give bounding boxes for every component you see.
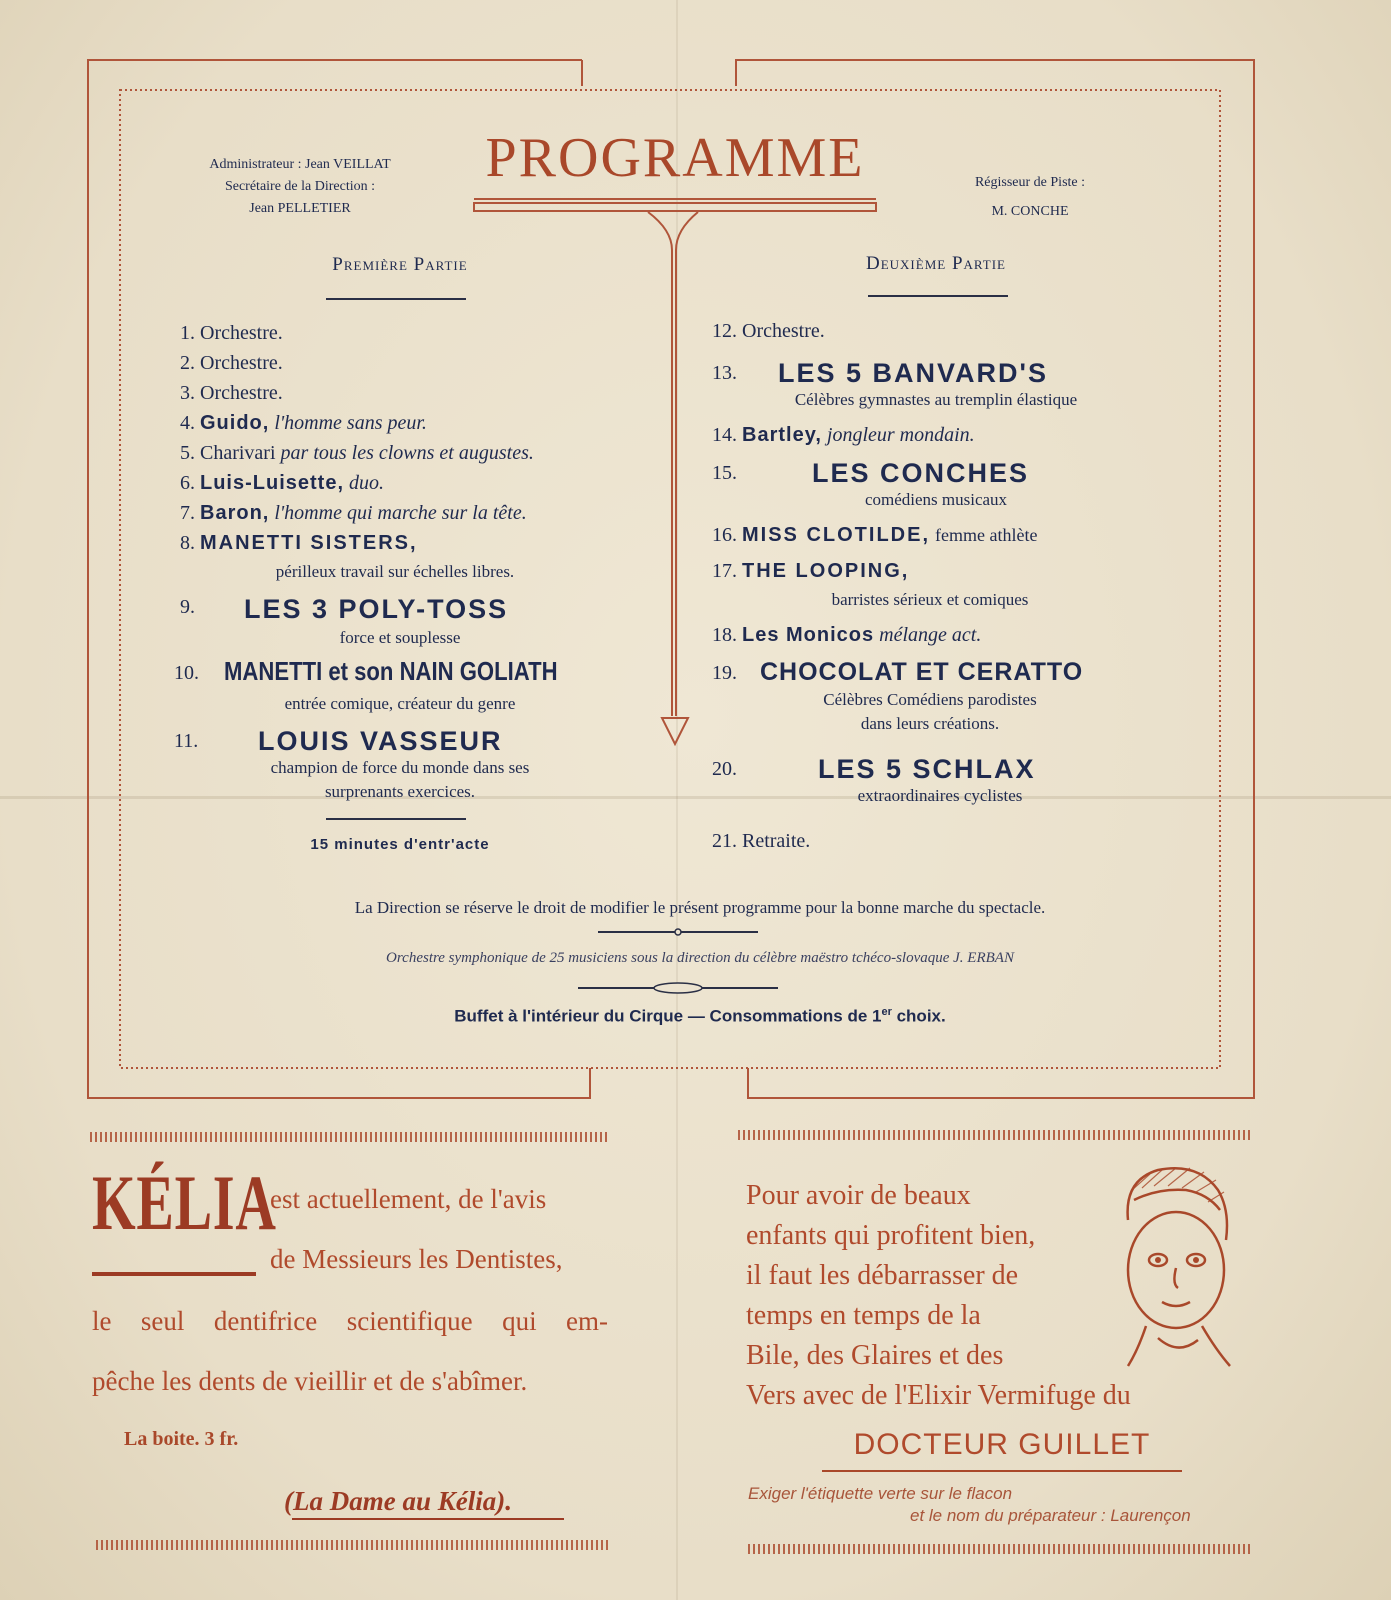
list-item: 1. Orchestre. [180, 322, 283, 344]
guillet-line: temps en temps de la [746, 1300, 981, 1331]
item-subtitle: entrée comique, créateur du genre [284, 694, 516, 713]
guillet-line: Bile, des Glaires et des [746, 1340, 1004, 1371]
act-name-manetti-goliath: MANETTI et son NAIN GOLIATH [224, 656, 558, 686]
entracte-rule [326, 818, 466, 820]
item-subtitle: dans leurs créations. [860, 714, 1000, 733]
kelia-line: pêche les dents de vieillir et de s'abîmer. [92, 1366, 528, 1396]
item-subtitle: périlleux travail sur échelles libres. [275, 562, 515, 581]
ad-border-top-right [738, 1130, 1252, 1140]
entracte: 15 minutes d'entr'acte [310, 836, 490, 853]
act-name-banvards: LES 5 BANVARD'S [778, 358, 1048, 388]
list-item: 6. Luis-Luisette, duo. [180, 472, 385, 494]
list-item: 7. Baron, l'homme qui marche sur la tête. [180, 502, 527, 524]
guillet-note: et le nom du préparateur : Laurençon [910, 1506, 1191, 1525]
kelia-line: le seul dentifrice scientifique qui em- [92, 1306, 608, 1336]
act-name-schlax: LES 5 SCHLAX [818, 754, 1036, 784]
list-item: 15. [712, 462, 737, 484]
part1-heading: Première Partie [332, 254, 468, 275]
staff-right-block [930, 168, 1130, 226]
part2-heading: Deuxième Partie [865, 253, 1006, 274]
act-name-chocolat-ceratto: CHOCOLAT ET CERATTO [760, 658, 1084, 686]
list-item: 4. Guido, l'homme sans peur. [180, 412, 427, 434]
list-item: 14. Bartley, jongleur mondain. [712, 424, 975, 446]
child-portrait-icon [1098, 1160, 1246, 1368]
regisseur-name: M. CONCHE [991, 204, 1069, 219]
list-item: 5. Charivari par tous les clowns et augustes. [180, 442, 534, 464]
secretary-label: Secrétaire de la Direction : [224, 179, 376, 194]
item-subtitle: barristes sérieux et comiques [831, 590, 1029, 609]
part2-rule [868, 295, 1008, 297]
divider-ornament [598, 926, 758, 938]
list-item: 3. Orchestre. [180, 382, 283, 404]
part1-rule [326, 298, 466, 300]
list-item: 17. THE LOOPING, [712, 560, 910, 582]
kelia-slogan-underline [292, 1518, 564, 1520]
guillet-brand-underline [822, 1470, 1182, 1472]
list-item: 20. [712, 758, 737, 780]
item-subtitle: champion de force du monde dans ses [270, 758, 530, 777]
guillet-line: Vers avec de l'Elixir Vermifuge du [746, 1380, 1131, 1411]
list-item: 19. [712, 662, 737, 684]
list-item: 18. Les Monicos mélange act. [712, 624, 982, 646]
list-item: 10. [174, 662, 199, 684]
ad-border-top-left [90, 1132, 608, 1142]
administrator: Administrateur : Jean VEILLAT [209, 157, 391, 172]
item-subtitle: Célèbres Comédiens parodistes [823, 690, 1037, 709]
item-subtitle: extraordinaires cyclistes [857, 786, 1023, 805]
list-item: 11. [174, 730, 199, 752]
kelia-line: de Messieurs les Dentistes, [270, 1244, 563, 1274]
list-item: 13. [712, 362, 737, 384]
guillet-note: Exiger l'étiquette verte sur le flacon [748, 1484, 1013, 1503]
orchestra-note: Orchestre symphonique de 25 musiciens sous la direction du célèbre maëstro tchéco-slovaque J. ERBAN [386, 950, 1014, 966]
guillet-line: il faut les débarrasser de [746, 1260, 1019, 1291]
kelia-logo: KÉLIA [92, 1159, 277, 1246]
buffet-note: Buffet à l'intérieur du Cirque — Consommations de 1er choix. [454, 1006, 946, 1026]
kelia-price: La boite. 3 fr. [124, 1428, 239, 1450]
divider-ornament [578, 980, 778, 996]
kelia-line: est actuellement, de l'avis [270, 1184, 547, 1214]
list-item: 16. MISS CLOTILDE, femme athlète [712, 524, 1038, 546]
regisseur-label: Régisseur de Piste : [974, 175, 1086, 190]
staff-left-block [150, 154, 450, 220]
item-subtitle: force et souplesse [339, 628, 461, 647]
item-subtitle: surprenants exercices. [324, 782, 476, 801]
act-name-conches: LES CONCHES [812, 458, 1030, 488]
direction-note: La Direction se réserve le droit de modifier le présent programme pour la bonne marche du spectacle. [354, 898, 1046, 917]
list-item: 9. [180, 596, 195, 618]
ad-border-bottom-left [96, 1540, 608, 1550]
act-name-poly-toss: LES 3 POLY-TOSS [244, 594, 509, 624]
ad-border-bottom-right [748, 1544, 1252, 1554]
guillet-brand: DOCTEUR GUILLET [853, 1428, 1151, 1461]
guillet-line: enfants qui profitent bien, [746, 1220, 1036, 1251]
item-subtitle: comédiens musicaux [864, 490, 1008, 509]
list-item: 8. MANETTI SISTERS, [180, 532, 418, 554]
guillet-line: Pour avoir de beaux [746, 1180, 971, 1211]
list-item: 12. Orchestre. [712, 320, 825, 342]
kelia-slogan: (La Dame au Kélia). [284, 1486, 512, 1516]
page-title: PROGRAMME [485, 127, 865, 189]
list-item: 2. Orchestre. [180, 352, 283, 374]
secretary-name: Jean PELLETIER [249, 201, 351, 216]
item-subtitle: Célèbres gymnastes au tremplin élastique [794, 390, 1078, 409]
list-item: 21. Retraite. [712, 830, 811, 852]
act-name-vasseur: LOUIS VASSEUR [258, 726, 503, 756]
kelia-logo-underline [92, 1272, 256, 1276]
guillet-text-block [746, 1176, 1131, 1416]
